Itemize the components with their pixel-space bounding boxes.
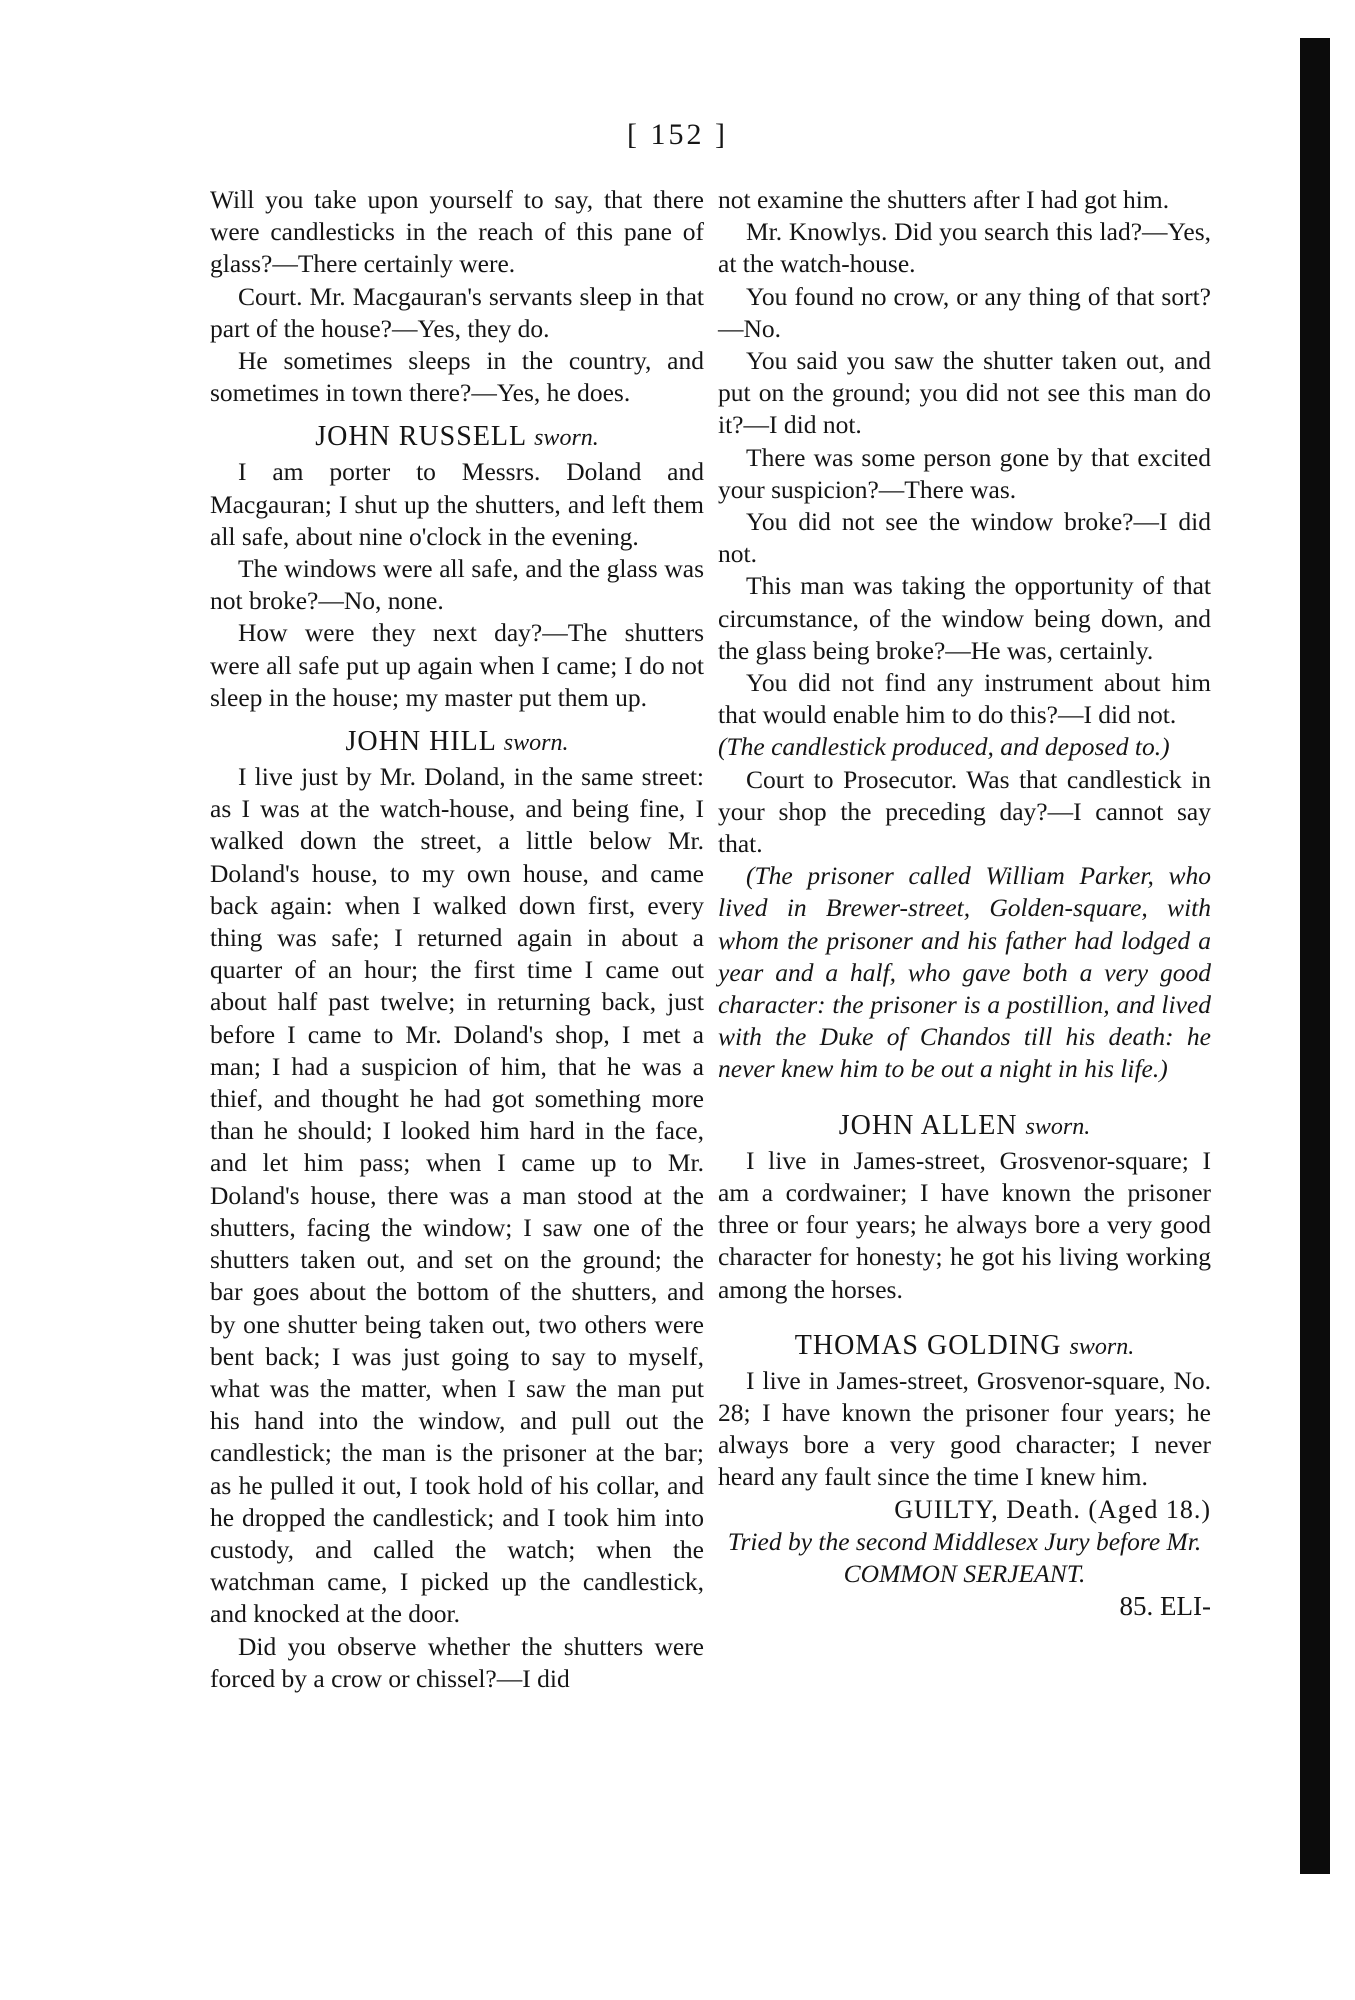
witness-heading [210, 724, 704, 761]
witness-name: THOMAS GOLDING [794, 1329, 1062, 1361]
right-column [718, 184, 1211, 1622]
testimony-paragraph: not examine the shutters after I had got him. [718, 185, 1170, 214]
testimony-paragraph: There was some person gone by that excited your suspicion?—There was. [718, 442, 1211, 504]
testimony-paragraph: How were they next day?—The shutters were all safe put up again when I came; I do not sleep in the house; my master put them up. [210, 618, 704, 712]
sworn-label: sworn. [534, 425, 599, 452]
testimony-paragraph: You did not see the window broke?—I did not. [718, 507, 1211, 569]
testimony-paragraph: You said you saw the shutter taken out, and put on the ground; you did not see this man do it?—I did not. [718, 346, 1211, 440]
sworn-label: sworn. [1025, 1113, 1091, 1140]
testimony-paragraph: I live in James-street, Grosvenor-square; I am a cordwainer; I have known the prisoner three or four years; he always bore a very good character for honesty; he got his living working among the horses. [718, 1145, 1211, 1304]
page-number: [ 152 ] [627, 118, 728, 151]
testimony-paragraph: Did you observe whether the shutters were forced by a crow or chissel?—I did [210, 1631, 704, 1693]
witness-name: JOHN RUSSELL [315, 421, 527, 453]
testimony-paragraph: He sometimes sleeps in the country, and sometimes in town there?—Yes, he does. [210, 346, 704, 408]
sworn-label: sworn. [1069, 1333, 1135, 1360]
testimony-paragraph: You did not find any instrument about him that would enable him to do this?—I did not. [718, 668, 1211, 730]
stage-direction: (The prisoner called William Parker, who lived in Brewer-street, Golden-square, with whom the prisoner and his father had lodged a year and a half, who gave both a very good character: the prisoner is a postillion, and lived with the Duke of Chandos till his death: he never knew him to be out a night in his life.) [718, 861, 1211, 1084]
verdict: GUILTY, Death. (Aged 18.) [894, 1494, 1211, 1524]
witness-heading [718, 1108, 1211, 1145]
testimony-paragraph: This man was taking the opportunity of that circumstance, of the window being down, and the glass being broke?—He was, certainly. [718, 571, 1211, 665]
testimony-paragraph: The windows were all safe, and the glass was not broke?—No, none. [210, 554, 704, 616]
scan-edge-shadow [1300, 38, 1330, 1874]
witness-name: JOHN HILL [345, 726, 496, 758]
left-column [210, 184, 704, 1695]
catchword: 85. ELI- [1119, 1591, 1211, 1622]
witness-heading [718, 1328, 1211, 1365]
stage-direction: (The candlestick produced, and deposed to.) [718, 732, 1170, 762]
testimony-paragraph: You found no crow, or any thing of that sort?—No. [718, 281, 1211, 343]
sworn-label: sworn. [503, 730, 569, 757]
testimony-paragraph: I live in James-street, Grosvenor-square, No. 28; I have known the prisoner four years; he always bore a very good character; I never heard any fault since the time I knew him. [718, 1365, 1211, 1492]
testimony-paragraph: Court to Prosecutor. Was that candlestick in your shop the preceding day?—I cannot say that. [718, 764, 1211, 859]
testimony-paragraph: I live just by Mr. Doland, in the same street: as I was at the watch-house, and being fine, I walked down the street, a little below Mr. Doland's house, to my own house, and came back again: when I walked down first, every thing was safe; I returned again in about a quarter of an hour; the first time I came out about half past twelve; in returning back, just before I came to Mr. Doland's shop, I met a man; I had a suspicion of him, that he was a thief, and thought he had got something more than he should; I looked him hard in the face, and let him pass; when I came up to Mr. Doland's house, there was a man stood at the shutters, facing the window; I saw one of the shutters taken out, and set on the ground; the bar goes about the bottom of the shutters, and by one shutter being taken out, two others were bent back; I was just going to say to myself, what was the matter, when I saw the man put his hand into the window, and pull out the candlestick; the man is the prisoner at the bar; as he pulled it out, I took hold of his collar, and he dropped the candlestick; and I took him into custody, and called the watch; when the watchman came, I picked up the candlestick, and knocked at the door. [210, 762, 704, 1629]
trial-note: Tried by the second Middlesex Jury before Mr. COMMON SERJEANT. [727, 1526, 1202, 1588]
witness-name: JOHN ALLEN [838, 1109, 1018, 1141]
testimony-paragraph: Mr. Knowlys. Did you search this lad?—Yes, at the watch-house. [718, 217, 1211, 279]
witness-heading [210, 419, 704, 456]
testimony-paragraph: I am porter to Messrs. Doland and Macgauran; I shut up the shutters, and left them all safe, about nine o'clock in the evening. [210, 457, 704, 551]
testimony-paragraph: Court. Mr. Macgauran's servants sleep in that part of the house?—Yes, they do. [210, 281, 704, 343]
testimony-paragraph: Will you take upon yourself to say, that there were candlesticks in the reach of this pane of glass?—There certainly were. [210, 185, 704, 279]
